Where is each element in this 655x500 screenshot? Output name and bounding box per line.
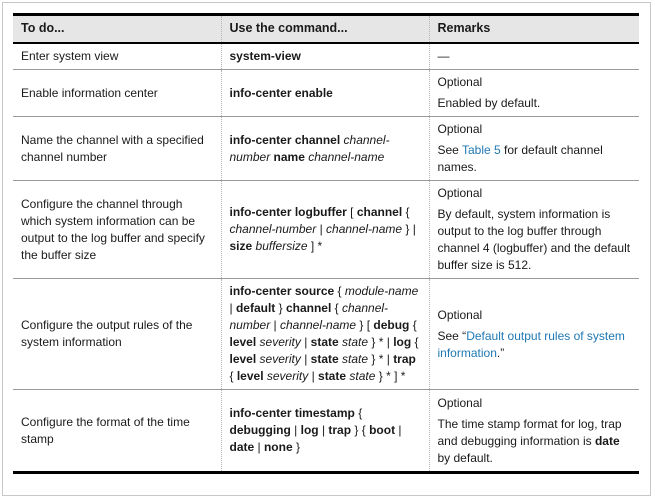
remark-segment: Optional xyxy=(437,75,483,89)
remarks-cell xyxy=(429,43,639,70)
header-todo: To do... xyxy=(13,15,221,44)
command-segment: } xyxy=(278,301,286,315)
command-segment: state xyxy=(310,352,343,366)
command-cell xyxy=(221,43,429,70)
command-segment: | xyxy=(311,369,319,383)
remark-segment: See xyxy=(437,143,462,157)
command-segment: { xyxy=(229,369,237,383)
todo-cell: Configure the channel through which system information can be output to the log buffer and specify the buffer size xyxy=(13,181,221,279)
command-segment: } * ] * xyxy=(378,369,406,383)
remark-segment: — xyxy=(437,49,450,63)
command-segment: | xyxy=(398,423,402,437)
command-segment: trap xyxy=(393,352,416,366)
command-segment: boot xyxy=(369,423,399,437)
remark-segment: Optional xyxy=(437,122,483,136)
remark-line xyxy=(438,328,632,362)
remark-line xyxy=(438,95,632,112)
command-segment: state xyxy=(318,369,350,383)
command-segment: level xyxy=(229,352,260,366)
reference-link[interactable]: Table 5 xyxy=(461,143,501,157)
remarks-cell xyxy=(429,390,639,473)
remark-segment: by default. xyxy=(437,450,493,465)
command-segment: channel-number xyxy=(229,301,389,332)
command-segment: state xyxy=(349,369,379,383)
table-row xyxy=(13,390,639,473)
command-segment: channel-name xyxy=(308,149,385,164)
command-segment: { xyxy=(405,205,410,219)
command-segment: | xyxy=(294,423,301,437)
remark-line xyxy=(438,185,632,202)
command-segment: date xyxy=(229,440,258,454)
command-cell xyxy=(221,279,429,390)
command-segment: | xyxy=(321,423,329,437)
command-segment: trap xyxy=(328,423,355,437)
table-header-row xyxy=(13,15,639,44)
remark-segment: Optional xyxy=(437,395,483,410)
todo-cell: Name the channel with a specified channel number xyxy=(13,117,221,181)
command-cell xyxy=(221,117,429,181)
command-segment: } * | xyxy=(371,352,394,366)
header-command: Use the command... xyxy=(221,15,429,44)
command-segment: info-center channel xyxy=(229,132,344,147)
command-segment: module-name xyxy=(344,284,419,298)
command-segment: { xyxy=(334,301,342,315)
command-cell xyxy=(221,70,429,117)
remark-segment: The time stamp format for log, trap and debugging information is xyxy=(437,416,622,448)
remark-line xyxy=(438,307,632,324)
command-segment: info-center source xyxy=(229,284,338,298)
remark-line xyxy=(438,206,632,274)
table-row xyxy=(13,181,639,279)
command-segment: name xyxy=(273,149,309,164)
command-segment: severity xyxy=(259,335,305,349)
command-segment: none xyxy=(263,440,296,454)
command-segment: [ xyxy=(350,205,357,219)
command-segment: | xyxy=(304,352,311,366)
reference-link[interactable]: Default output rules of system information xyxy=(437,328,625,360)
command-cell xyxy=(221,390,429,473)
command-segment: | xyxy=(304,335,311,349)
command-segment: ] * xyxy=(310,239,323,253)
command-table xyxy=(13,13,639,474)
command-segment: | xyxy=(273,318,280,332)
command-segment: info-center logbuffer xyxy=(229,205,351,219)
table-row xyxy=(13,70,639,117)
command-segment: severity xyxy=(266,369,312,383)
command-segment: debug xyxy=(373,318,413,332)
todo-cell: Configure the format of the time stamp xyxy=(13,390,221,473)
command-segment: state xyxy=(310,335,343,349)
remark-line xyxy=(438,142,632,176)
command-segment: log xyxy=(300,423,322,437)
command-segment: { xyxy=(337,284,345,298)
command-segment: { xyxy=(358,406,363,420)
command-segment: } | xyxy=(405,222,416,236)
command-segment: size xyxy=(229,239,256,253)
command-segment: log xyxy=(393,335,415,349)
command-segment: | xyxy=(319,222,327,236)
command-segment: default xyxy=(235,301,279,315)
remarks-cell xyxy=(429,181,639,279)
remark-segment: date xyxy=(594,433,620,448)
command-segment: channel xyxy=(356,205,406,219)
command-segment: state xyxy=(342,352,372,366)
remark-segment: By default, system information is output to the log buffer through channel 4 (logbuffer) and the default buffer size is 512. xyxy=(437,207,631,272)
command-segment: } [ xyxy=(359,318,374,332)
todo-cell: Configure the output rules of the system information xyxy=(13,279,221,390)
command-segment: } * | xyxy=(371,335,394,349)
remarks-cell xyxy=(429,117,639,181)
table-row xyxy=(13,43,639,70)
command-segment: buffersize xyxy=(255,239,311,253)
command-segment: level xyxy=(236,369,267,383)
command-segment: debugging xyxy=(229,423,295,437)
remarks-cell xyxy=(429,70,639,117)
remark-line xyxy=(438,416,632,467)
remark-line xyxy=(438,74,632,91)
command-segment: channel-name xyxy=(326,222,406,236)
command-segment: system-view xyxy=(229,49,301,63)
header-remarks: Remarks xyxy=(429,15,639,44)
remark-line xyxy=(438,395,632,412)
command-segment: level xyxy=(229,335,260,349)
remark-segment: Enabled by default. xyxy=(437,96,541,110)
command-segment: severity xyxy=(259,352,305,366)
table-body xyxy=(13,43,639,473)
command-segment: } { xyxy=(354,423,370,437)
command-segment: info-center enable xyxy=(229,85,333,100)
remark-segment: for default channel names. xyxy=(437,143,603,174)
command-segment: | xyxy=(229,301,236,315)
remarks-cell xyxy=(429,279,639,390)
command-segment: state xyxy=(342,335,372,349)
command-segment: { xyxy=(412,318,417,332)
command-segment: channel-name xyxy=(279,318,360,332)
todo-cell: Enable information center xyxy=(13,70,221,117)
remark-segment: .” xyxy=(496,345,505,360)
command-segment: } xyxy=(295,440,300,454)
remark-segment: See “ xyxy=(437,328,467,343)
command-segment: { xyxy=(414,335,419,349)
remark-line xyxy=(438,48,632,65)
remark-segment: Optional xyxy=(437,186,483,200)
command-cell xyxy=(221,181,429,279)
command-segment: | xyxy=(257,440,264,454)
command-segment: channel-number xyxy=(229,222,320,236)
remark-line xyxy=(438,121,632,138)
command-segment: info-center timestamp xyxy=(229,406,359,420)
table-row xyxy=(13,279,639,390)
table-row xyxy=(13,117,639,181)
command-segment: channel-number xyxy=(229,132,390,164)
todo-cell: Enter system view xyxy=(13,43,221,70)
remark-segment: Optional xyxy=(437,307,483,322)
command-segment: channel xyxy=(285,301,335,315)
